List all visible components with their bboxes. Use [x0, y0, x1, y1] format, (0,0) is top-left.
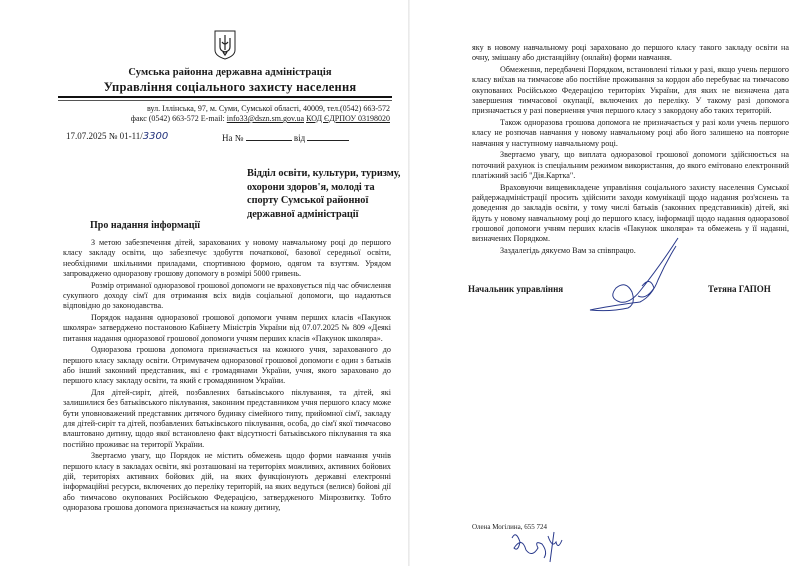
- email-link[interactable]: info33@dszn.sm.gov.ua: [226, 114, 305, 123]
- handwritten-number: 3300: [142, 131, 169, 142]
- address-line: вул. Іллінська, 97, м. Суми, Сумської області, 40009, тел.(0542) 663-572: [147, 104, 390, 113]
- recipient-line: державної адміністрації: [247, 208, 359, 220]
- paragraph: Звертаємо увагу, що виплата одноразової грошової допомоги здійснюється на поточний рахунок із спеціальним режимом використання, до якого емітовано електронний платіжний засіб "Дія.Картка".: [472, 150, 789, 181]
- incoming-date-blank: [307, 131, 349, 141]
- paragraph: Звертаємо увагу, що Порядок не містить обмежень щодо форми навчання учнів першого класу в закладах освіти, які розташовані на територіях можливих, активних бойових дій, територіях активних бойових дій, на яких функціонують державні електронні інформаційні ресурси, включених до переліку територій, на яких ведуться (велися) бойові дії або тимчасово окупованих Російською Федерацією, затвердженого Мінрозвитку. Тобто одноразова грошова допомога призначається на кожну дитину,: [63, 451, 391, 512]
- executor-signature-icon: [508, 528, 568, 564]
- recipient-line: охорони здоров'я, молоді та: [247, 181, 375, 193]
- paragraph: Обмеження, передбачені Порядком, встановлені тільки у разі, якщо учень першого класу виїхав на тимчасове або постійне проживання за кордон або перебуває на тимчасово окупованих Російською Федерацією територіях України, для яких не визначена дата завершення тимчасової окупації, включених до переліку. У такому разі допомога призначається у разі повернення учня першого класу з закордону або таких територій.: [472, 65, 789, 116]
- paragraph: Одноразова грошова допомога призначається на кожного учня, зарахованого до першого класу закладу освіти. Отримувачем одноразової грошової допомоги є один з батьків або інший законний представник, які є громадянами України, учня, якого зараховано до першого класу закладу освіти, та який є громадянином України.: [63, 345, 391, 386]
- paragraph: Порядок надання одноразової грошової допомоги учням перших класів «Пакунок школяра» затверджено постановою Кабінету Міністрів України від 07.07.2025 № 809 «Деякі питання надання одноразової грошової допомоги учням перших класів «Пакунок школяра».: [63, 313, 391, 343]
- paragraph: Враховуючи вищевикладене управління соціального захисту населення Сумської райдержадміністрації просить здійснити заходи комунікації щодо надання роз'яснень та доведення до закладів освіти, у тому числі батьків (законних представників) дітей, які йдуть у новому навчальному році до першого класу, інформації щодо надання одноразової грошової допомоги учням перших класів «Пакунок школяра» та обмежень у її наданні, визначених Порядком.: [472, 182, 789, 244]
- paragraph: Розмір отриманої одноразової грошової допомоги не враховується під час обчислення сукупного доходу сім'ї для отримання всіх видів соціальної допомоги, що надаються відповідно до законодавства.: [63, 280, 391, 311]
- edrpou-code: КОД ЄДРПОУ 03198020: [306, 114, 390, 123]
- signature-icon: [580, 236, 690, 316]
- letter-body-page-2: [472, 43, 789, 258]
- recipient-line: Відділ освіти, культури, туризму,: [247, 168, 401, 179]
- header-rule-thick: [58, 96, 392, 98]
- paragraph: яку в новому навчальному році зараховано до першого класу такого закладу освіти на очну, змішану або дистанційну (онлайн) форми навчання.: [472, 43, 789, 63]
- date-number: 17.07.2025 № 01-11/: [66, 131, 143, 141]
- fax-label: факс (0542) 663-572 E-mail:: [130, 114, 227, 123]
- signatory-title: Начальник управління: [468, 284, 564, 294]
- letter-body-page-1: [63, 238, 391, 515]
- paragraph: Для дітей-сиріт, дітей, позбавлених батьківського піклування, та дітей, які залишилися без батьківського піклування, законним представником учня першого класу може бути уповноважений представник дитячого будинку сімейного типу, прийомної сім'ї, закладу для дітей-сиріт та дітей, позбавлених батьківського піклування, особа, до сім'ї якої тимчасово влаштовано дитину, щодо якої встановлено факт відсутності батьківського піклування та яка постійно проживає на території України.: [63, 388, 391, 449]
- contact-line: [60, 114, 390, 124]
- header-rule-thin: [58, 100, 392, 101]
- incoming-label: На №: [222, 133, 244, 143]
- organization-name: Сумська районна державна адміністрація: [128, 67, 332, 78]
- executor-contact: Олена Могілина, 655 724: [472, 523, 547, 531]
- paragraph: З метою забезпечення дітей, зарахованих у новому навчальному році до першого класу закладу освіти, що забезпечує здобуття початкової, базової середньої освіти, необхідними шкільними приладами, спортивною формою, одягом та взуттям. Урядом запроваджено одноразову грошову допомогу в розмірі 5000 гривень.: [63, 238, 391, 278]
- paragraph: Заздалегідь дякуємо Вам за співпрацю.: [500, 246, 636, 256]
- signatory-name: Тетяна ГАПОН: [708, 284, 771, 294]
- recipient-line: спорту Сумської районної: [247, 195, 369, 206]
- incoming-number-blank: [246, 131, 292, 141]
- paragraph: Також одноразова грошова допомога не призначається у разі коли учень першого класу не розпочав навчання у новому навчальному році або його залишено на повторне навчання у наступному навчальному році.: [472, 118, 789, 148]
- recipient-block: [247, 167, 417, 221]
- from-label: від: [293, 133, 306, 143]
- letter-subject: Про надання інформації: [90, 220, 201, 231]
- incoming-reference: [222, 131, 349, 143]
- coat-of-arms-icon: [214, 30, 236, 60]
- department-name: Управління соціального захисту населення: [103, 80, 357, 94]
- outgoing-reference: [66, 131, 168, 142]
